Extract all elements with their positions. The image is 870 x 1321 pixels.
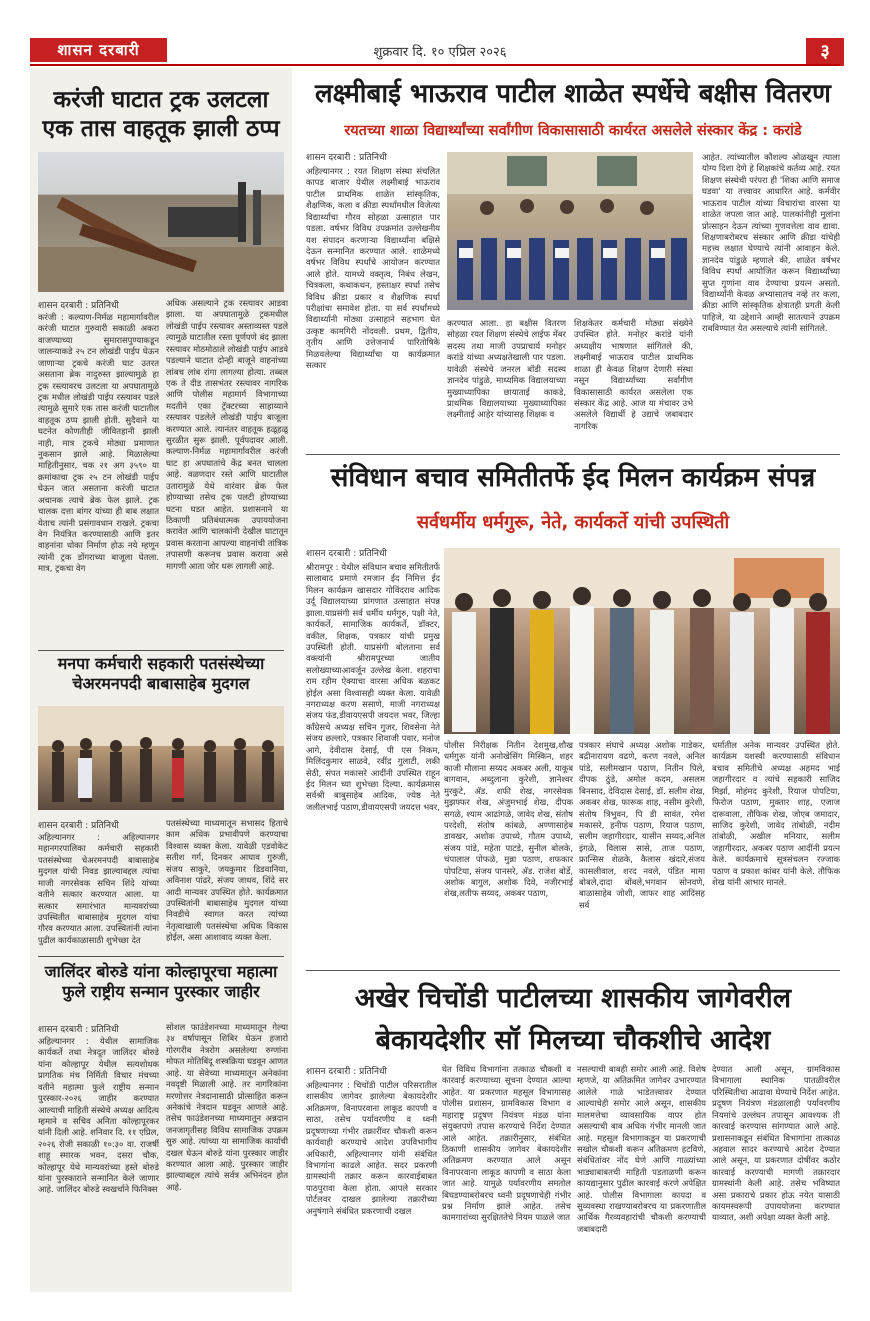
article-body-col: अधिक असल्याने ट्रक रस्त्यावर आडवा झाला. या अपघातामुळे ट्रकमधील लोखंडी पाईप रस्त्यावर अस्ताव्यस्त पडले त्यामुळे घाटातील रस्ता पूर्णपणे बंद झाला रस्त्यावर मोठमोठाले लोखंडी पाईप आडवे पडल्याने घाटात दोन्ही बाजूने वाहनांच्या लांबच लांब रांगा लागल्या होत्या. तब्बल एक ते दीड तासभंतर रस्त्यावर नागरिक आणि पोलीस महामार्ग विभागाच्या मदतीने एका ट्रॅक्टरच्या साहाय्याने रस्त्यावर पडलेले लोखंडी पाईप बाजूला करण्यात आले. त्यानंतर वाहतूक हळूहळू सुरळीत सुरू झाली. पूर्वपदावर आली. कल्याण-निर्मळ महामार्गावरील करंजी घाट हा अपघातांचे केंद्र बनत चालला आहे. वळणदार रस्ते आणि घाटातील उतारामुळे येथे वारंवार ब्रेक फेल होण्याच्या तसेच ट्रक पलटी होण्याच्या घटना घडत आहेत. प्रशासनाने या ठिकाणी प्रतिबंधात्मक उपाययोजना करावेत आणि चालकांनी देखील घाटातून प्रवास करताना आपल्या वाहनांची तांत्रिक तपासणी करूनच प्रवास करावा असे मागणी आता जोर धरू लागली आहे. (166, 298, 288, 571)
masthead-logo: शासन दरबारी (30, 38, 167, 62)
article-title-sawmill: अखेर चिचोंडी पाटीलच्या शासकीय जागेवरील बेकायदेशीर सॉ मिलच्या चौकशीचे आदेश (354, 983, 792, 1056)
byline: शासन दरबारी : प्रतिनिधी (306, 549, 387, 559)
truck-photo-illustration (38, 152, 284, 292)
article-body-col: अहिल्यानगर : येथील सामाजिक कार्यकर्ते तथा नेत्रदूत जालिंदर बोरुडे यांना कोल्हापूर येथील सत्यशोधक प्रागतिक मंच निर्मिती विचार मंचच्या वतीने महात्मा फुले राष्ट्रीय सन्मान पुरस्कार-२०२६ जाहीर करण्यात आल्याची माहिती संस्थेचे अध्यक्ष आदित्य म्हमाने व सचिव अनिता कोल्हापूरकर यांनी दिली आहे. शनिवार दि. ११ एप्रिल, २०२६ रोजी सकाळी १०:३० वा. राजर्षी शाहू स्मारक भवन, दसरा चौक, कोल्हापूर येथे मान्यवरांच्या हस्ते बोरुडे यांना पुरस्काराने सन्मानित केले जाणार आहे. जालिंदर बोरुडे स्वखर्चाने फिनिक्स (38, 1036, 159, 1195)
divider (38, 956, 284, 957)
article-body-col: करण्यात आला. हा बक्षीस वितरण सोहळा रयत शिक्षण संस्थेचे लाईफ मेंबर सदस्य तथा माजी उपप्राचार्य मनोहर करांडे यांच्या अध्यक्षतेखाली पार पडला. यावेळी संस्थेचे जनरल बॉडी सदस्य ज्ञानदेव पांडुळे, माध्यमिक विद्यालयाच्या मुख्याध्यापिका छायाताई काकडे, प्राथमिक विद्यालयाच्या मुख्याध्यापिका लक्ष्मीताई आहेर यांच्यासह शिक्षक व (447, 318, 566, 420)
header-rule (30, 64, 840, 66)
article-title-school: लक्ष्मीबाई भाऊराव पाटील शाळेत स्पर्धेचे बक्षीस वितरण (315, 79, 831, 109)
article-body-col: पतसंस्थेच्या माध्यमातून सभासद हिताचे काम अधिक प्रभावीपणे करण्याचा विश्वास व्यक्त केला. यावेळी एडवोकेट सतीश गर्ग, दिनकर आघाव गुरुजी, संजय साकुरे, जयकुमार डिडवानिया, अविनाश पांढरे, संजय जाधव, शिंदे सर आदी मान्यवर उपस्थित होते. कार्यक्रमात उपस्थितांनी बाबासाहेब मुदगल यांच्या निवडीचे स्वागत करत त्यांच्या नेतृत्वाखाली पतसंस्थेचा अधिक विकास होईल, असा आशावाद व्यक्त केला. (166, 818, 288, 943)
article-body-col: शिक्षकेतर कर्मचारी मोठ्या संख्येने उपस्थित होते. मनोहर करांडे यांनी अध्यक्षीय भाषणात सांगितले की, लक्ष्मीबाई भाऊराव पाटील प्राथमिक शाळा ही केवळ शिक्षण देणारी संस्था नसून विद्यार्थ्यांच्या सर्वांगीण विकासासाठी कार्यरत असलेला एक संस्कार केंद्र आहे. आज या मंचावर उभे असलेले विद्यार्थी हे उद्याचे जबाबदार नागरिक (574, 318, 693, 431)
photo-felicitation (38, 706, 284, 810)
article-body-col: अहिल्यानगर : चिचोंडी पाटील परिसरातील शासकीय जागेवर झालेल्या बेकायदेशीर अतिक्रमण, विनापरवाना लाकूड कापणी व साठा, तसेच पर्यावरणीय व ध्वनी प्रदूषणाच्या गंभीर तक्रारींवर चौकशी करून कार्यवाही करण्याचे आदेश उपविभागीय अधिकारी, अहिल्यानगर यांनी संबंधित विभागांना काढले आहेत. सदर प्रकरणी ग्रामस्थांनी तक्रार करून कारवाईबाबत पाठपुरावा केला होता. आपले सरकार पोर्टलवर दाखल झालेल्या तक्रारीच्या अनुषंगाने संबंधित प्रकरणाची दखल (306, 1080, 437, 1216)
article-subtitle: सर्वधर्मीय धर्मगुरू, नेते, कार्यकर्ते यांची उपस्थिती (416, 512, 730, 533)
byline: शासन दरबारी : प्रतिनिधी (306, 1067, 387, 1077)
photo-eid-milan (444, 548, 840, 734)
divider (306, 454, 840, 455)
felicitation-photo-illustration (38, 706, 284, 810)
issue-date: शुक्रवार दि. १० एप्रिल २०२६ (373, 45, 507, 60)
school-photo-illustration (447, 152, 693, 310)
article-body-col: श्रीरामपूर : येथील संविधान बचाव समितीतर्फे सालाबाद प्रमाणे रमजान ईद निमित्त ईद मिलन कार्यक्रम खासदार गोविंदराव आदिक उर्दू विद्यालयाच्या प्रांगणात उत्साहात संपन्न झाला.याप्रसंगी सर्व धर्मीय धर्मगुरु, पक्षी नेते, कार्यकर्ते, सामाजिक कार्यकर्ते, डॉक्टर, वकील, शिक्षक, पत्रकार यांची प्रमुख उपस्थिती होती. याप्रसंगी बोलताना सर्व वक्त्यांनी श्रीरामपूरच्या जातीय सलोख्याच्याआवर्जून उल्लेख केला. शहराचा राम रहीम ऐक्याचा वारसा अधिक बळकट होईल असा विश्वासही व्यक्त केला. यावेळी नगराध्यक्ष करण ससाणे, माजी नगराध्यक्ष संजय फंड,डीवायएसपी जयदत्त भवर, जिल्हा काँग्रेसचे अध्यक्ष सचिन गुजर, शिवसेना नेते संजय छल्लारे, पत्रकार शिवाजी पवार, मनोज आगे, देवीदास देसाई, पी एस निकम, मिलिंदकुमार साळवे, रवींद्र गुलाटी, लकी सेठी, संपत मकासरे आदींनी उपस्थित राहून ईद मिलन च्या शुभेच्छा दिल्या. कार्यक्रमास सर्वश्री बाबुसाहेब आदिक, ज्येष्ठ नेते जलीलभाई पठाण,डीवायएसपी जयदत्त भवर, (306, 562, 440, 812)
byline: शासन दरबारी : प्रतिनिधी (38, 1025, 119, 1035)
article-body-col: देण्यात आली असून, ग्रामविकास विभागाला स्थानिक पातळीवरील परिस्थितीचा आढावा घेण्याचे निर्देश आहेत. प्रदूषण नियंत्रण मंडळालाही पर्यावरणीय नियमांचे उल्लंघन तपासून आवश्यक ती कारवाई करण्यास सांगण्यात आले आहे. प्रशासनाकडून संबंधित विभागांना तात्काळ अहवाल सादर करण्याचे आदेश देण्यात आले असून, या प्रकरणात दोषींवर कठोर कारवाई करण्याची मागणी तक्रारदार ग्रामस्थांनी केली आहे. तसेच भविष्यात असा प्रकाराचे प्रकार होऊ नयेत यासाठी कायमस्वरूपी उपाययोजना करण्यात याव्यात, अशी अपेक्षा व्यक्त केली आहे. (712, 1064, 840, 1223)
page-number: ३ (806, 38, 844, 66)
article-body-col: धर्मातील अनेक मान्यवर उपस्थित होते. कार्यक्रम यशस्वी करण्यासाठी संविधान बचाव समितीचे अध्यक्ष अहमद भाई जहागीरदार व त्यांचे सहकारी साजिद मिर्झा, मोहंमद कुरेशी, रियाज पोपटिया, फिरोज पठाण, मुक्तार शाह, एजाज दारूवाला, तौफिक शेख, जोएब जमादार, साजिद कुरेशी, जावेद तांबोळी, नदीम तांबोळी, अखील मनियार, सलीम जहागीरदार, अकबर पठाण आदींनी प्रयत्न केले. कार्यक्रमाचे सूत्रसंचलन रज्जाक पठाण व प्रकाश कांबर यांनी केले. तौफिक शेख यांनी आभार मानले. (712, 740, 840, 888)
article-body-col: अहिल्यानगर : रयत शिक्षण संस्था संचलित कापड बाजार येथील लक्ष्मीबाई भाऊराव पाटील प्राथमिक शाळेत सांस्कृतिक, शैक्षणिक, कला व क्रीडा स्पर्धांमधील विजेत्या विद्यार्थ्यांचा गौरव सोहळा उत्साहात पार पडला. वर्षभर विविध उपक्रमांत उल्लेखनीय यश संपादन करणाऱ्या विद्यार्थ्यांना बक्षिसे देऊन सन्मानित करण्यात आले. शाळेमध्ये वर्षभर विविध स्पर्धांचे आयोजन करण्यात आले होते. यामध्ये वक्तृत्व, निबंध लेखन, चित्रकला, कथाकथन, हस्ताक्षर स्पर्धा तसेच विविध क्रीडा प्रकार व शैक्षणिक स्पर्धा परीक्षांचा समावेश होता. या सर्व स्पर्धांमध्ये विद्यार्थ्यांनी मोठ्या उत्साहाने सहभाग घेत उत्कृष्ट कामगिरी नोंदवली. प्रथम, द्वितीय, तृतीय आणि उत्तेजनार्थ पारितोषिके मिळवलेल्या विद्यार्थ्यांचा या कार्यक्रमात सत्कार (306, 166, 440, 371)
article-body-col: करंजी : कल्याण-निर्मळ महामार्गावरील करंजी घाटात गुरुवारी सकाळी अकरा वाजण्याच्या सुमारासपुण्याकडून जालन्याकडे २५ टन लोखंडी पाईप घेऊन जाणाऱ्या ट्रकचे करंजी घाट उतरत असताना ब्रेक नादुरुस्त झाल्यामुळे हा ट्रक रस्त्यावरच उलटला या अपघातामुळे ट्रक मधील लोखंडी पाईप रस्त्यावर पडले त्यामुळे सुमारे एक तास करंजी घाटातील वाहतूक ठप्प झाली होती. सुदैवाने या घटनेत कोणतीही जीवितहानी झाली नाही, मात्र ट्रकचे मोठ्या प्रमाणात नुकसान झाले आहे. मिळालेल्या माहितीनुसार, चक २१ अग ३५९० या क्रमांकाचा ट्रक २५ टन लोखंडी पाईप घेऊन जात असताना करंजी घाटात अचानक त्याचे ब्रेक फेल झाले. ट्रक चालक दत्ता बांगर यांच्या ही बाब लक्षात येताच त्यांनी प्रसंगावधान राखले. ट्रकचा वेग नियंत्रित करण्यासाठी आणि इतर वाहनांना धोका निर्माण होऊ नये म्हणून त्यांनी ट्रक डोंगराच्या बाजूला घेतला. मात्र, ट्रकचा वेग (38, 312, 159, 574)
article-title-borude: जालिंदर बोरुडे यांना कोल्हापूरचा महात्मा फुले राष्ट्रीय सन्मान पुरस्कार जाहीर (44, 962, 278, 1001)
article-body-col: आहेत. त्यांच्यातील कौशल्य ओळखून त्याला योग्य दिशा देणे हे शिक्षकांचे कर्तव्य आहे. रयत शिक्षण संस्थेची परंपरा ही 'शिका आणि समाज घडवा' या तत्त्वावर आधारित आहे. कर्मवीर भाऊराव पाटील यांच्या विचारांचा वारसा या शाळेत जपला जात आहे. पालकांनीही मुलांना प्रोत्साहन देऊन त्यांच्या गुणवत्तेला वाव द्यावा. शिक्षणाबरोबरच संस्कार आणि क्रीडा यांचेही महत्त्व लक्षात घेण्याचे त्यांनी आवाहन केले. ज्ञानदेव पांडुळे म्हणाले की, शाळेत वर्षभर विविध स्पर्धा आयोजित करून विद्यार्थ्यांच्या सुप्त गुणांना वाव देण्याचा प्रयत्न असतो. विद्यार्थ्यांनी केवळ अभ्यासातच नव्हे तर कला, क्रीडा आणि सांस्कृतिक क्षेत्रातही प्रगती केली पाहिजे, या उद्देशाने आम्ही सातत्याने उपक्रम राबविण्यात येत असल्याचे त्यांनी सांगितले. (702, 152, 840, 334)
eid-photo-illustration (444, 548, 840, 734)
article-body-col: पत्रकार संघाचे अध्यक्ष अशोक गाडेकर, बद्रीनारायण वढणे, करण नवले, अनिल पांडे, सलीमखान पठाण, नितीन पिले, दीपक ठुंडे, अमोल कदम, असलम बिनसाद, देविदास देसाई, डॉ. सलीम शेख, अकबर शेख, फारूक शाह, नसीम कुरेशी, संतोष त्रिभुवन, पि डी सावंत, रमेश मकासरे, हनीफ पठाण, रियाज पठाण, सलीम जहागीरदार, यासीन सय्यद,अनिल इंगळे, विलास सासे, ताज पठाण, फ्रान्सिस शेळके, कैलास खंदारे,संजय कासलीवाल, शरद नवले, पंडित मामा बोबले,दादा बोंबले,भगवान सोनवणे, बाळासाहेब जोशी, जाफर शाह आदिंसह सर्व (579, 740, 705, 910)
photo-prize-distribution (447, 152, 693, 310)
article-body-col: पोलीस निरीक्षक नितीन देशमुख,शौख धर्मगुरू यांनी अनोखेसिंग मिस्किन, शहर काजी मौलाना सय्यद अकबर अली, याकूब बागवान, अब्दुलाना कुरेशी, ज्ञानेश्वर मुरकुटे, ॲड. शफी शेख, नगरसेवक मुझफ्फर शेख, अंजुमभाई शेख, दीपक सगळे, श्याम आढांगळे, जावेद शेख, संतोष परदेशी, संतोष कांबळे, अण्णासाहेब डावखर, अशोक उपाध्ये, गौतम उपाध्ये, संजय पांडे, महेता पाटडे, सुनील बोलके, चंपालाल पोफळे, मुन्ना पठाण, शफकार पोपटिया, संजय पानसरे, ॲड. राजेश बोर्डे, अशोक बागुल, अशोक दिवे, नजीरभाई शेख,लतीफ सय्यद, अकबर पठाण, (444, 740, 573, 899)
article-subtitle: रयतच्या शाळा विद्यार्थ्यांच्या सर्वांगीण विकासासाठी कार्यरत असलेले संस्कार केंद्र : करांडे (344, 123, 802, 139)
article-body-col: सोशल फाउंडेशनच्या माध्यमातून गेल्या ३४ वर्षापासून शिबिर घेऊन हजारो गोरगरीब नेत्ररोग असलेल्या रुग्णांना मोफत मोतिबिंदू शस्त्रक्रिया घडवून आणत आहे. या सेवेच्या माध्यमातून अनेकांना नवदृष्टी मिळाली आहे. तर नागरिकांना मरणोत्तर नेत्रदानासाठी प्रोत्साहित करून अनेकांचे नेत्रदान घडवून आणले आहे. तसेच फाउंडेशनच्या माध्यमातून अन्नदान जनजागृतीसह विविध सामाजिक उपक्रम सुरु आहे. त्यांच्या या सामाजिक कार्याची दखल घेऊन बोरुडे यांना पुरस्कार जाहीर करण्यात आला आहे. पुरस्कार जाहीर झाल्याबद्दल त्यांचे सर्वत्र अभिनंदन होत आहे. (166, 1022, 288, 1192)
article-title-eid: संविधान बचाव समितीतर्फे ईद मिलन कार्यक्रम संपन्न (330, 463, 816, 493)
byline: शासन दरबारी : प्रतिनिधी (38, 821, 119, 831)
article-title-truck: करंजी घाटात ट्रक उलटला एक तास वाहतूक झाली ठप्प (42, 87, 280, 142)
photo-overturned-truck (38, 152, 284, 292)
divider (306, 970, 840, 971)
byline: शासन दरबारी : प्रतिनिधी (38, 301, 119, 311)
divider (38, 650, 284, 651)
article-title-mudgal: मनपा कर्मचारी सहकारी पतसंस्थेच्या चेअरमनपदी बाबासाहेब मुदगल (57, 654, 265, 693)
article-body-col: नसल्याची बाबही समोर आली आहे. विशेष म्हणजे, या अतिक्रमित जागेवर उभारण्यात आलेले गाळे भाडेतत्त्वावर देण्यात आल्याचेही समोर आले असून, शासकीय मालमत्तेचा व्यावसायिक वापर होत असल्याची बाब अधिक गंभीर मानली जात आहे. महसूल विभागाकडून या प्रकरणाची सखोल चौकशी करून अतिक्रमण हटविणे, संबंधितांवर नोंद घेणे आणि गाळ्यांच्या भाड्याबाबतची माहिती पडताळणी करून कायद्यानुसार पुढील कारवाई करणे अपेक्षित आहे. पोलीस विभागाला कायदा व सुव्यवस्था राखण्याबरोबरच या प्रकरणातील आर्थिक गैरव्यवहारांची चौकशी करण्याची जबाबदारी (577, 1064, 706, 1234)
byline: शासन दरबारी : प्रतिनिधी (306, 153, 387, 163)
article-body-col: अहिल्यानगर : अहिल्यानगर महानगरपालिका कर्मचारी सहकारी पतसंस्थेच्या चेअरमनपदी बाबासाहेब मुदगल यांची निवड झाल्याबद्दल त्यांचा माजी नगरसेवक सचिन शिंदे यांच्या वतीने सत्कार करण्यात आला. या सत्कार समारंभात मान्यवरांच्या उपस्थितीत बाबासाहेब मुदगल यांचा गौरव करण्यात आला. उपस्थितांनी त्यांना पुढील कार्यकाळासाठी शुभेच्छा देत (38, 832, 159, 945)
article-body-col: घेत विविध विभागांना तत्काळ चौकशी व कारवाई करण्याच्या सूचना देण्यात आल्या आहेत. या प्रकरणात महसूल विभागासह पोलीस प्रशासन, ग्रामविकास विभाग व महाराष्ट्र प्रदूषण नियंत्रण मंडळ यांना संयुक्तपणे तपास करण्याचे निर्देश देण्यात आले आहेत. तक्रारीनुसार, संबंधित ठिकाणी शासकीय जागेवर बेकायदेशीर अतिक्रमण करण्यात आले असून विनापरवाना लाकूड कापणी व साठा केला जात आहे. यामुळे पर्यावरणीय समतोल बिघडण्याबरोबरच ध्वनी प्रदूषणाचेही गंभीर प्रश्न निर्माण झाले आहेत. तसेच कामगारांच्या सुरक्षिततेचे नियम पाळले जात (442, 1064, 571, 1223)
